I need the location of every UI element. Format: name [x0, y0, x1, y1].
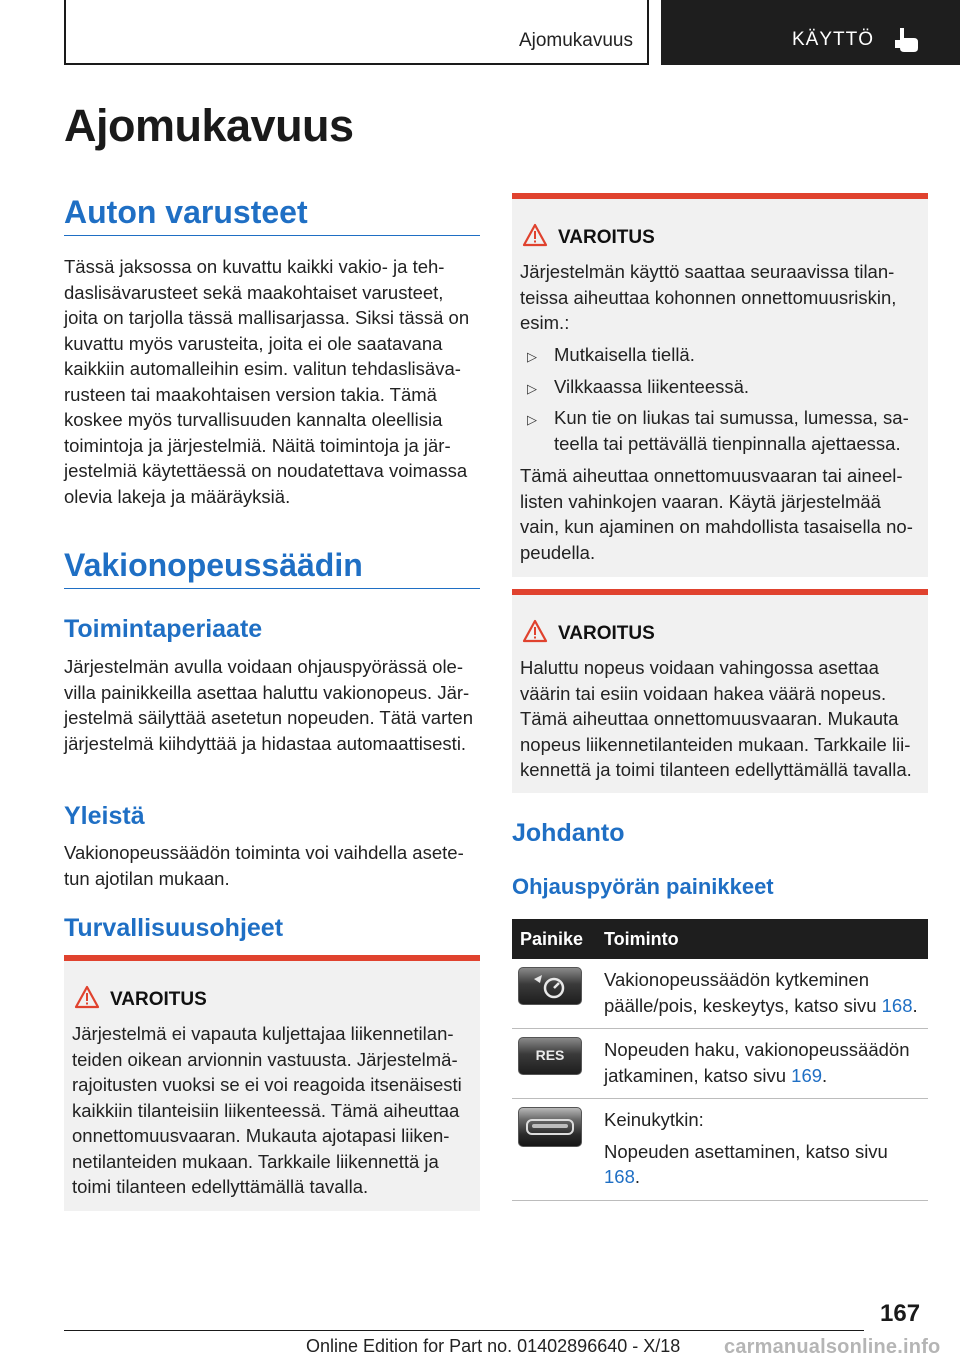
pointing-hand-icon — [894, 26, 920, 54]
footer-rule — [64, 1330, 864, 1331]
page-number: 167 — [880, 1300, 921, 1327]
res-button-icon: RES — [518, 1037, 582, 1075]
paragraph-auton-varusteet: Tässä jaksossa on kuvattu kaikki vakio- ja tehdaslisävarusteet sekä maakohtaiset varusteet, joita on tarjolla tässä mallisarjassa. Siksi tässä on kuvattu myös varusteita, joita ei ole saatavana kaikkiin automalleihin esim. valitun tehdaslisävarusteen tai maakohtaisen version takia. Tämä koskee myös turvallisuuden kannalta oleellisia toimintoja ja järjestelmiä. Näitä toimintoja ja järjestelmiä käytettäessä on noudatettava voimassa olevia lakeja ja määräyksiä. — [64, 256, 470, 507]
heading-auton-varusteet: Auton varusteet — [64, 194, 308, 230]
heading-toimintaperiaate: Toimintaperiaate — [64, 615, 263, 643]
table-row: RES Nopeuden haku, vakionopeussäädön jatkaminen, katso sivu 169. — [512, 1029, 928, 1099]
heading-johdanto: Johdanto — [512, 819, 625, 847]
warning-box — [64, 955, 480, 1211]
header-chapter-title: KÄYTTÖ — [792, 29, 875, 50]
list-item: ▷ Vilkkaassa liikenteessä. — [520, 374, 918, 400]
warning-text: Järjestelmä ei vapauta kuljettajaa liikennetilanteiden oikean arvionnin vastuusta. Järjestelmärajoitusten vuoksi se ei voi reagoida itsenäisesti kaikkiin tilanteisiin liikenteessä. Tämä aiheuttaa onnettomuusvaaran. Mukauta ajotapasi liikennetilanteiden mukaan. Tarkkaile liikennettä ja toimi tilanteen edellyttämällä tavalla. — [72, 1023, 462, 1197]
heading-rule — [64, 235, 480, 236]
warning-triangle-icon — [522, 223, 548, 247]
warning-triangle-icon — [522, 619, 548, 643]
heading-vakionopeussaadin: Vakionopeussäädin — [64, 547, 363, 583]
row-text: Vakionopeussäädön kytkeminen päälle/pois, keskeytys, katso sivu — [604, 969, 882, 1016]
cruise-control-toggle-icon — [518, 967, 582, 1005]
bullet-triangle-icon: ▷ — [527, 349, 537, 364]
heading-ohjauspyoran-painikkeet: Ohjauspyörän painikkeet — [512, 874, 774, 899]
warning-outro: Tämä aiheuttaa onnettomuusvaaran tai aineellisten vahinkojen vaaran. Käytä järjestelmää vain, kun ajaminen on mahdollista tasaisella nopeudella. — [520, 465, 913, 563]
page-link[interactable]: 168 — [881, 994, 913, 1016]
row-text: Nopeuden asettaminen, katso sivu — [604, 1140, 888, 1162]
page-title: Ajomukavuus — [64, 100, 354, 151]
header-section-tab — [64, 0, 649, 65]
table-row: Vakionopeussäädön kytkeminen päälle/pois, keskeytys, katso sivu 168. — [512, 959, 928, 1029]
bullet-triangle-icon: ▷ — [527, 380, 537, 396]
list-item: ▷ Mutkaisella tiellä. — [520, 342, 918, 368]
page-link[interactable]: 169 — [791, 1064, 823, 1086]
warning-box — [512, 193, 928, 577]
paragraph-yleista: Vakionopeussäädön toiminta voi vaihdella asetetun ajotilan mukaan. — [64, 842, 464, 889]
table-header-painike: Painike — [512, 919, 596, 959]
page-link[interactable]: 168 — [604, 1166, 635, 1187]
list-item: ▷ Kun tie on liukas tai sumussa, lumessa, sateella tai pettävällä tienpinnalla ajettaessa. — [527, 407, 909, 454]
heading-yleista: Yleistä — [64, 802, 145, 830]
row-text: Nopeuden haku, vakionopeussäädön jatkaminen, katso sivu — [604, 1039, 910, 1086]
watermark: carmanualsonline.info — [724, 1336, 941, 1358]
warning-box — [512, 589, 928, 793]
row-text: Keinukytkin: — [604, 1109, 704, 1130]
warning-title: VAROITUS — [110, 989, 207, 1010]
table-header-toiminto: Toiminto — [596, 919, 928, 959]
header-section-title: Ajomukavuus — [518, 30, 633, 51]
table-header-row — [512, 919, 928, 959]
table-row: Keinukytkin: Nopeuden asettaminen, katso sivu 168. — [512, 1099, 928, 1201]
warning-bullet-list — [520, 342, 918, 462]
warning-intro: Järjestelmän käyttö saattaa seuraavissa tilanteissa aiheuttaa kohonnen onnettomuusriskin, esim.: — [520, 261, 897, 333]
rocker-switch-icon — [518, 1107, 582, 1147]
buttons-table — [512, 919, 928, 1201]
footer-edition: Online Edition for Part no. 01402896640 - X/18 — [306, 1336, 681, 1356]
warning-title: VAROITUS — [558, 227, 655, 248]
warning-title: VAROITUS — [558, 623, 655, 644]
paragraph-toimintaperiaate: Järjestelmän avulla voidaan ohjauspyörässä olevilla painikkeilla asettaa haluttu vakionopeus. Järjestelmä säilyttää asetetun nopeuden. Tätä varten järjestelmä kiihdyttää ja hidastaa automaattisesti. — [64, 656, 473, 754]
heading-rule — [64, 588, 480, 589]
warning-text: Haluttu nopeus voidaan vahingossa asettaa väärin tai esiin voidaan hakea väärä nopeus. Tämä aiheuttaa onnettomuusvaaran. Mukauta nopeus liikennetilanteiden mukaan. Tarkkaile liikennettä ja toimi tilanteen edellyttämällä tavalla. — [520, 657, 912, 780]
bullet-triangle-icon: ▷ — [527, 412, 537, 427]
heading-turvallisuusohjeet: Turvallisuusohjeet — [64, 914, 284, 942]
warning-triangle-icon — [74, 985, 100, 1009]
